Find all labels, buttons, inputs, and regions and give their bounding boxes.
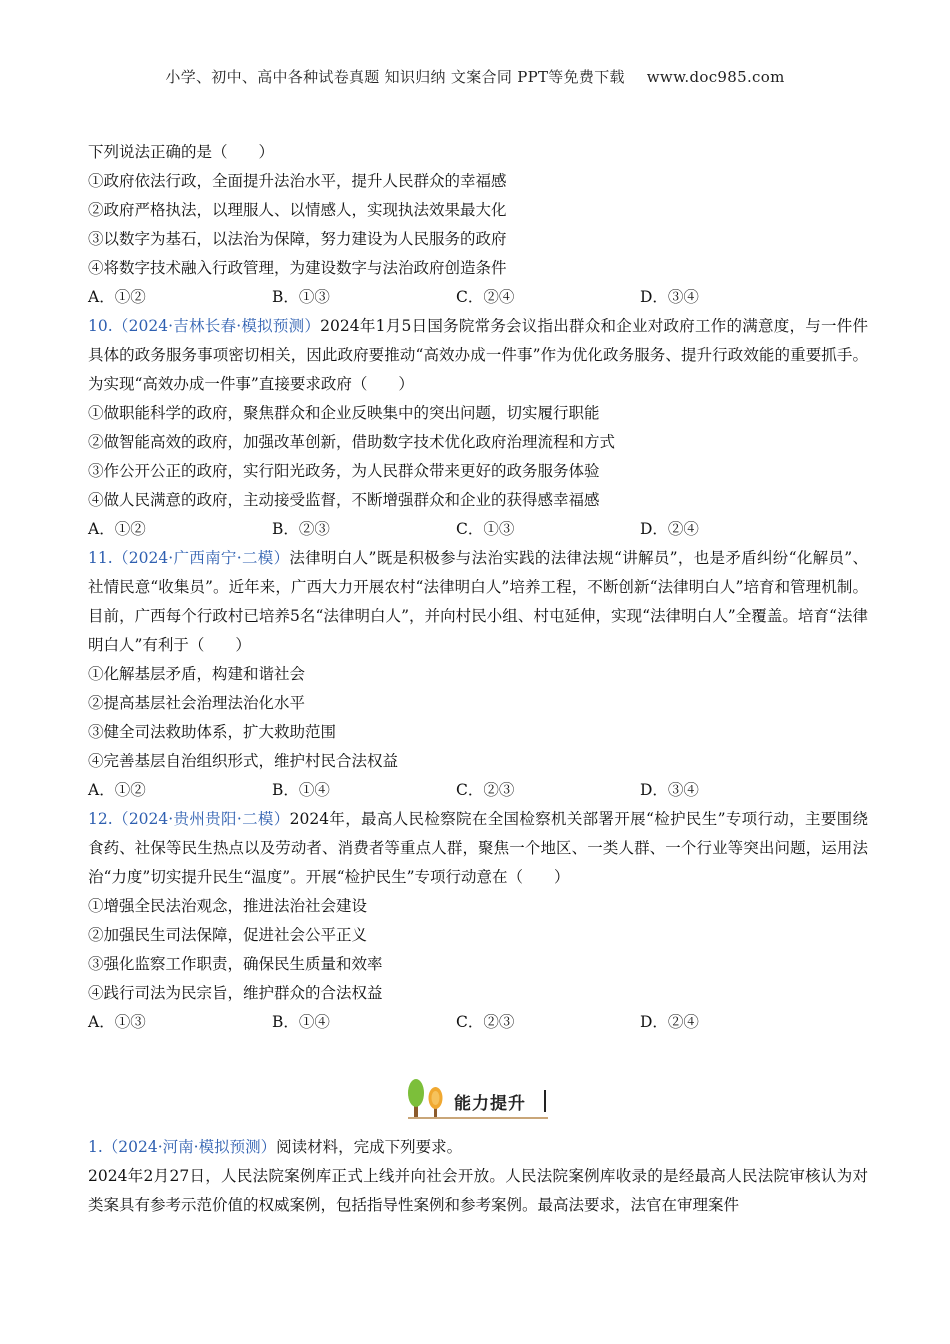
- q11-option-d[interactable]: D．③④: [640, 781, 699, 799]
- ability-block: [88, 1133, 868, 1220]
- q12-option-c[interactable]: C．②③: [456, 1013, 515, 1031]
- q9-option-d[interactable]: D．③④: [640, 288, 699, 306]
- q9-stem: 下列说法正确的是（ ）: [88, 143, 275, 161]
- q10-option-a[interactable]: A．①②: [88, 520, 146, 538]
- q12-stem: 2024年，最高人民检察院在全国检察机关部署开展“检护民生”专项行动，主要围绕食药、社保等民生热点以及劳动者、消费者等重点人群，聚焦一个地区、一类人群、一个行业等突出问题，运用法治“力度”切实提升民生“温度”。开展“检护民生”专项行动意在（ ）: [88, 810, 868, 886]
- q12-item-2: ②加强民生司法保障，促进社会公平正义: [88, 926, 368, 944]
- q9-item-1: ①政府依法行政，全面提升法治水平，提升人民群众的幸福感: [88, 172, 507, 190]
- q10-stem-paragraph: [88, 312, 868, 399]
- q9-option-b[interactable]: B．①③: [272, 288, 330, 306]
- q11-stem: 法律明白人”既是积极参与法治实践的法律法规“讲解员”，也是矛盾纠纷“化解员”、社情民意“收集员”。近年来，广西大力开展农村“法律明白人”培养工程，不断创新“法律明白人”培育和管理机制。目前，广西每个行政村已培养5名“法律明白人”，并向村民小组、村屯延伸，实现“法律明白人”全覆盖。培育“法律明白人”有利于（ ）: [88, 549, 869, 654]
- q11-item-2: ②提高基层社会治理法治化水平: [88, 694, 306, 712]
- q11-source[interactable]: 11.（2024·广西南宁·二模）: [88, 549, 290, 567]
- q11-option-c[interactable]: C．②③: [456, 781, 515, 799]
- q9-item-3: ③以数字为基石，以法治为保障，努力建设为人民服务的政府: [88, 230, 507, 248]
- q9-options: [88, 283, 868, 312]
- q11-item-3: ③健全司法救助体系，扩大救助范围: [88, 723, 337, 741]
- q10-option-b[interactable]: B．②③: [272, 520, 330, 538]
- questions-block: [88, 138, 868, 1037]
- q10-option-c[interactable]: C．①③: [456, 520, 515, 538]
- section-underline: [408, 1117, 548, 1119]
- q9-item-4: ④将数字技术融入行政管理，为建设数字与法治政府创造条件: [88, 259, 507, 277]
- q11-options: [88, 776, 868, 805]
- q9-option-c[interactable]: C．②④: [456, 288, 515, 306]
- q9-option-a[interactable]: A．①②: [88, 288, 146, 306]
- p1-source[interactable]: 1.（2024·河南·模拟预测）: [88, 1138, 277, 1156]
- p1-stem: 阅读材料，完成下列要求。: [276, 1138, 463, 1156]
- q12-item-3: ③强化监察工作职责，确保民生质量和效率: [88, 955, 383, 973]
- q10-source[interactable]: 10.（2024·吉林长春·模拟预测）: [88, 317, 321, 335]
- p1-material: 2024年2月27日，人民法院案例库正式上线并向社会开放。人民法院案例库收录的是经最高人民法院审核认为对类案具有参考示范价值的权威案例，包括指导性案例和参考案例。最高法要求，法官在审理案件: [88, 1167, 868, 1214]
- header-site-text: 小学、初中、高中各种试卷真题 知识归纳 文案合同 PPT等免费下载: [165, 68, 625, 86]
- q11-item-1: ①化解基层矛盾，构建和谐社会: [88, 665, 306, 683]
- q11-option-b[interactable]: B．①④: [272, 781, 330, 799]
- q12-option-b[interactable]: B．①④: [272, 1013, 330, 1031]
- q12-item-1: ①增强全民法治观念，推进法治社会建设: [88, 897, 368, 915]
- p1-header-line: [88, 1133, 868, 1162]
- q11-option-a[interactable]: A．①②: [88, 781, 146, 799]
- q12-stem-paragraph: [88, 805, 868, 892]
- section-title: 能力提升: [454, 1094, 526, 1114]
- q12-item-4: ④践行司法为民宗旨，维护群众的合法权益: [88, 984, 383, 1002]
- q10-option-d[interactable]: D．②④: [640, 520, 699, 538]
- q9-item-2: ②政府严格执法，以理服人、以情感人，实现执法效果最大化: [88, 201, 507, 219]
- q12-source[interactable]: 12.（2024·贵州贵阳·二模）: [88, 810, 290, 828]
- cursor-bar: [544, 1090, 546, 1112]
- tree-icon: [404, 1077, 452, 1121]
- q10-options: [88, 515, 868, 544]
- q10-item-1: ①做职能科学的政府，聚焦群众和企业反映集中的突出问题，切实履行职能: [88, 404, 600, 422]
- q10-item-2: ②做智能高效的政府，加强改革创新，借助数字技术优化政府治理流程和方式: [88, 433, 616, 451]
- q12-option-d[interactable]: D．②④: [640, 1013, 699, 1031]
- section-header-ability: [402, 1075, 552, 1125]
- q12-option-a[interactable]: A．①③: [88, 1013, 146, 1031]
- q11-stem-paragraph: [88, 544, 868, 660]
- q11-item-4: ④完善基层自治组织形式，维护村民合法权益: [88, 752, 399, 770]
- page-header: [0, 66, 950, 87]
- header-url[interactable]: www.doc985.com: [646, 68, 785, 86]
- q10-stem: 2024年1月5日国务院常务会议指出群众和企业对政府工作的满意度，与一件件具体的政务服务事项密切相关，因此政府要推动“高效办成一件事”作为优化政务服务、提升行政效能的重要抓手。为实现“高效办成一件事”直接要求政府（ ）: [88, 317, 869, 393]
- q10-item-3: ③作公开公正的政府，实行阳光政务，为人民群众带来更好的政务服务体验: [88, 462, 600, 480]
- q12-options: [88, 1008, 868, 1037]
- q10-item-4: ④做人民满意的政府，主动接受监督，不断增强群众和企业的获得感幸福感: [88, 491, 600, 509]
